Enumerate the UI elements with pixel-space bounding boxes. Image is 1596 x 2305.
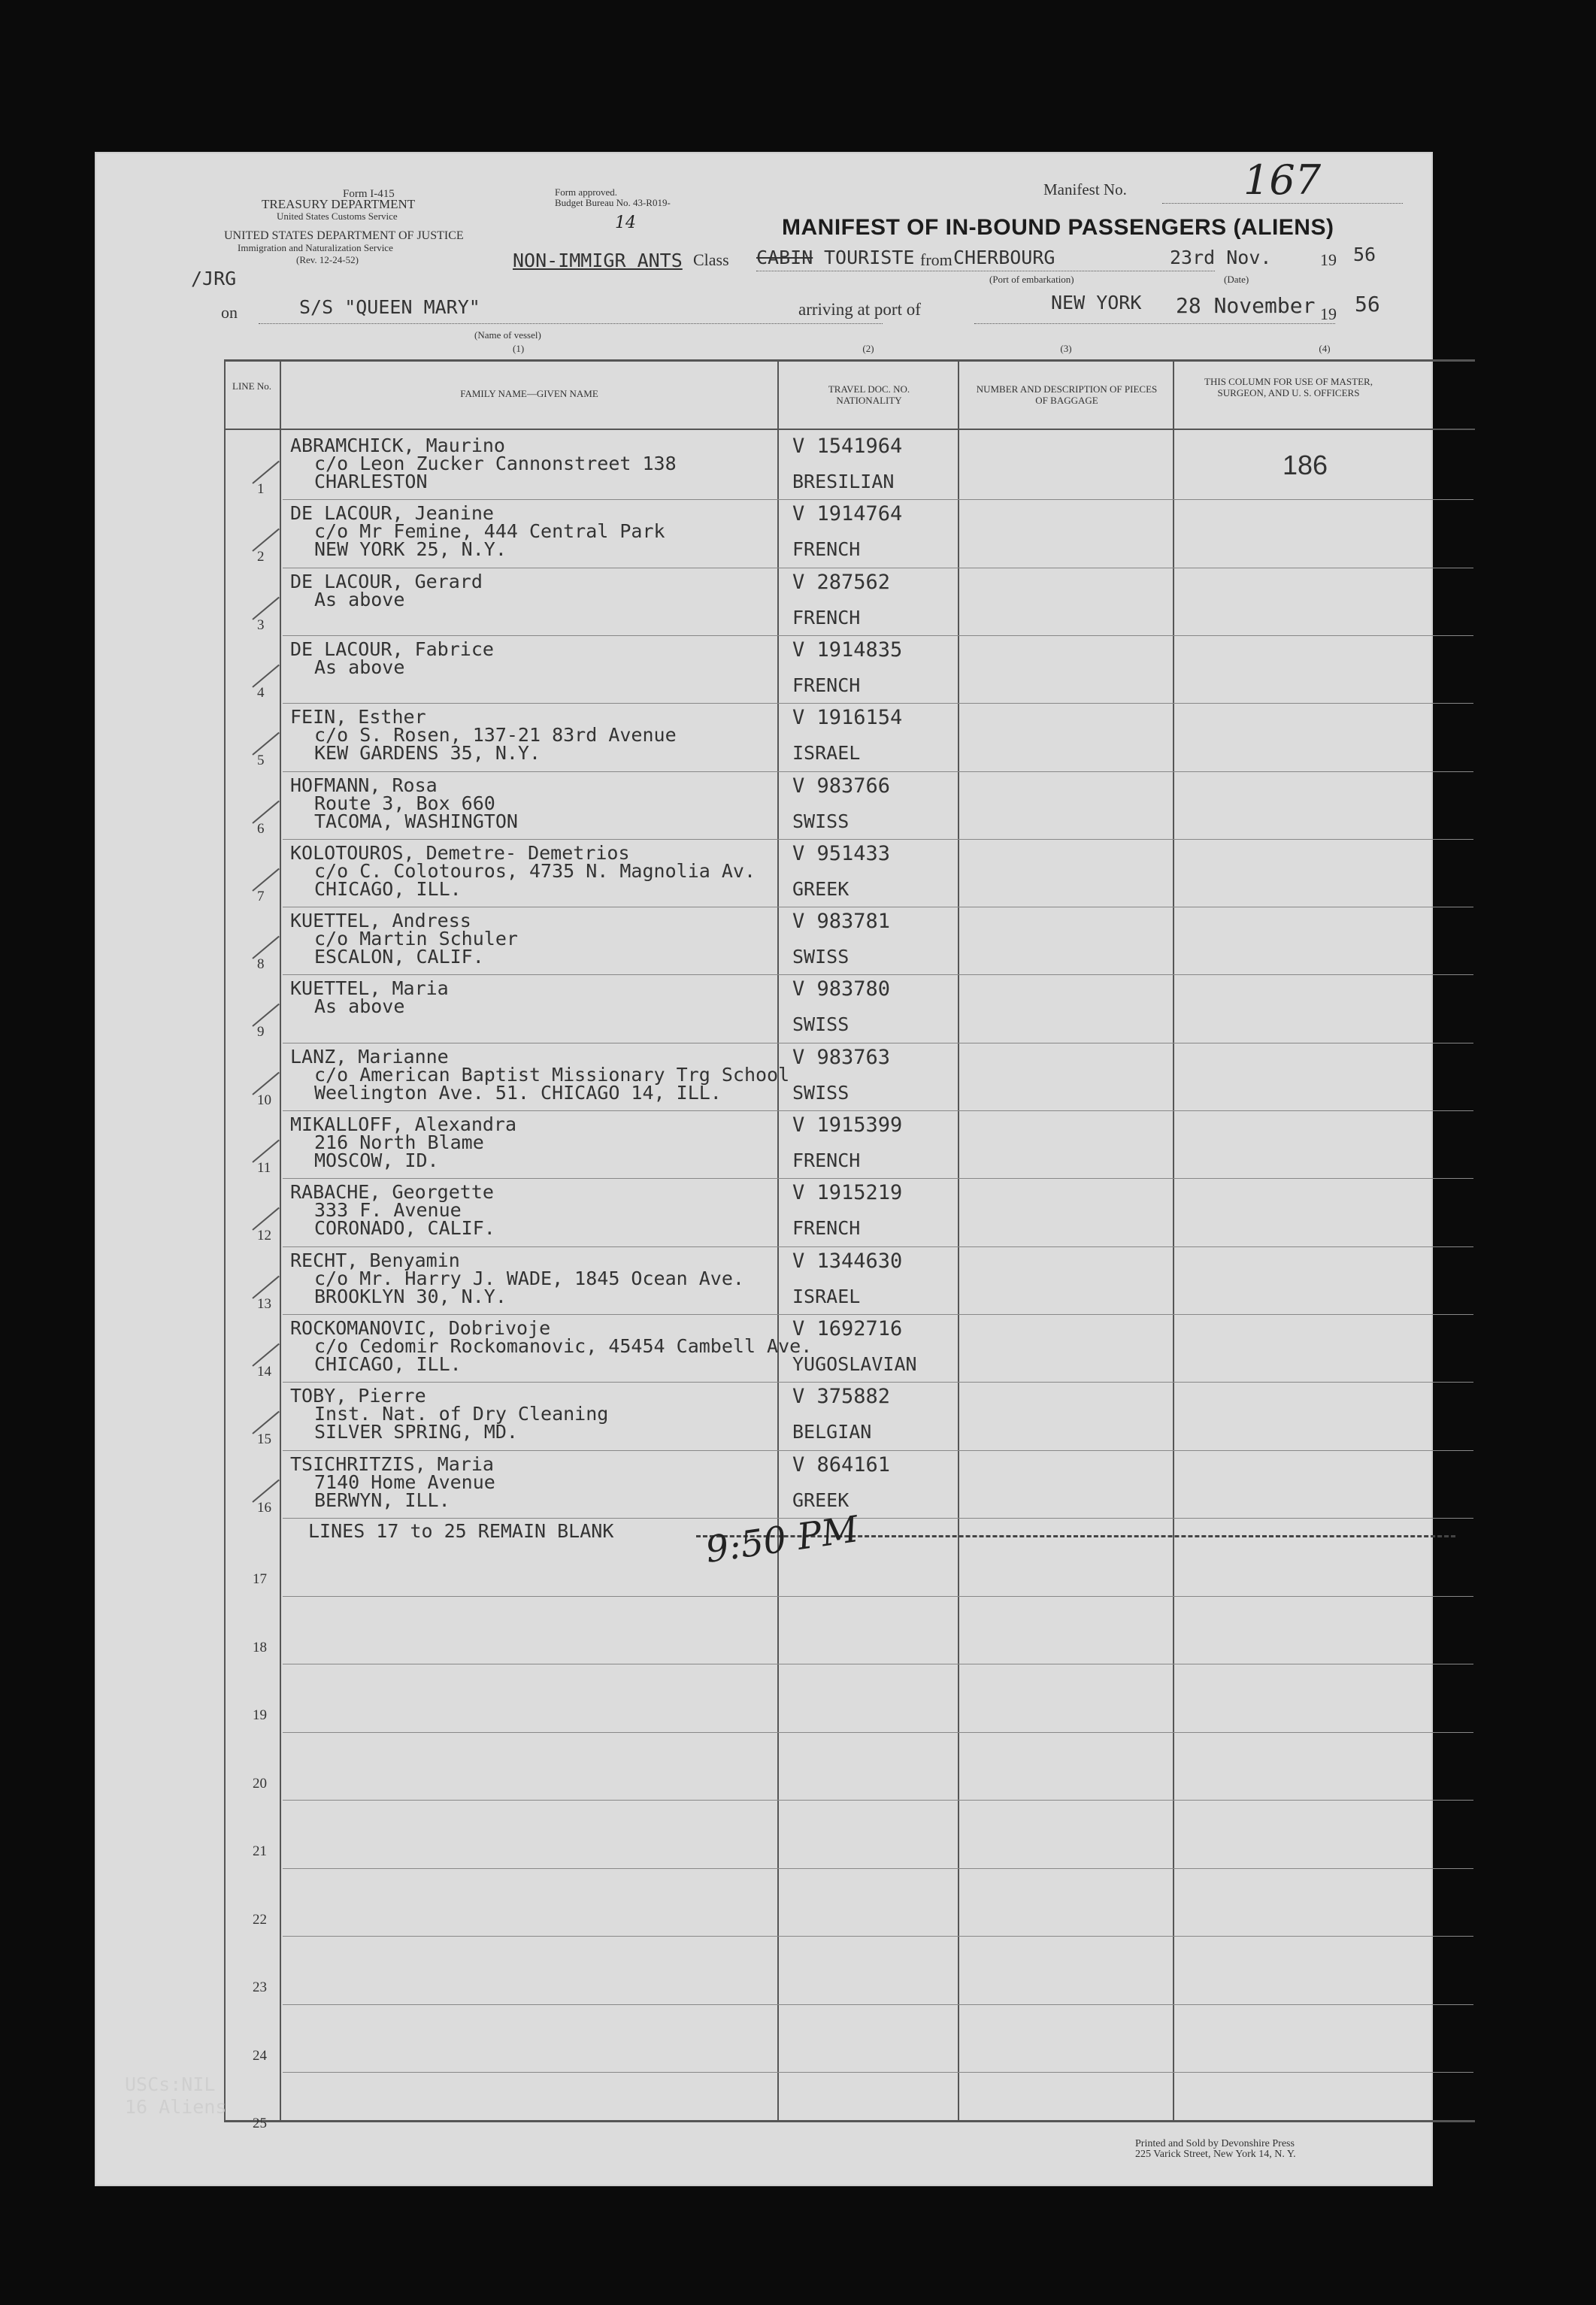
nationality: FRENCH: [792, 606, 861, 628]
row-separator: [283, 1596, 1473, 1597]
empty-line-number: 23: [253, 1979, 267, 1995]
line-number: 2: [257, 549, 265, 565]
form-approved: Form approved.: [555, 186, 618, 198]
passenger-address-1: Inst. Nat. of Dry Cleaning: [314, 1403, 609, 1425]
officer-note: 186: [1283, 450, 1328, 480]
passenger-address-1: As above: [314, 656, 405, 678]
passenger-row: [95, 1178, 1433, 1246]
passenger-row: [95, 1246, 1433, 1314]
col-header-line: LINE No.: [232, 380, 271, 392]
embarkation-port: CHERBOURG: [953, 247, 1055, 268]
arriving-label: arriving at port of: [798, 300, 921, 319]
travel-doc-number: V 1692716: [792, 1316, 903, 1340]
empty-line-number: 25: [253, 2116, 267, 2131]
passenger-row: [95, 635, 1433, 703]
initials: /JRG: [191, 268, 237, 289]
passenger-address-2: BERWYN, ILL.: [314, 1489, 450, 1511]
travel-doc-number: V 1915399: [792, 1113, 903, 1137]
nationality: SWISS: [792, 1013, 849, 1036]
row-separator: [283, 1518, 1473, 1519]
nationality: ISRAEL: [792, 1285, 861, 1307]
passenger-address-2: ESCALON, CALIF.: [314, 946, 484, 968]
passenger-row: [95, 1450, 1433, 1518]
passenger-address-2: BROOKLYN 30, N.Y.: [314, 1285, 507, 1307]
col-header-doc: TRAVEL DOC. NO. NATIONALITY: [828, 383, 910, 406]
passenger-name: DE LACOUR, Gerard: [290, 570, 483, 592]
aliens-count: 16 Aliens: [125, 2096, 227, 2118]
nationality: ISRAEL: [792, 742, 861, 765]
from-label: from: [920, 250, 952, 269]
col-header-baggage-number: (3): [1060, 343, 1072, 354]
line-number: 8: [257, 956, 265, 973]
passenger-name: MIKALLOFF, Alexandra: [290, 1113, 517, 1135]
passenger-address-2: CORONADO, CALIF.: [314, 1217, 495, 1240]
passenger-row: [95, 974, 1433, 1042]
empty-line-number: 19: [253, 1707, 267, 1723]
nationality: YUGOSLAVIAN: [792, 1352, 917, 1375]
empty-line-number: 17: [253, 1571, 267, 1587]
travel-doc-number: V 864161: [792, 1452, 891, 1477]
class-label: Class: [693, 250, 729, 269]
printer-line-2: 225 Varick Street, New York 14, N. Y.: [1135, 2149, 1296, 2160]
travel-doc-number: V 1541964: [792, 435, 903, 458]
small-handwritten-mark: 14: [615, 214, 636, 232]
nationality: GREEK: [792, 1489, 849, 1511]
on-label: on: [221, 303, 238, 322]
line-number: 3: [257, 616, 265, 633]
passenger-address-1: c/o Mr Femine, 444 Central Park: [314, 520, 665, 543]
arrival-line: [974, 323, 1335, 324]
passenger-address-2: TACOMA, WASHINGTON: [314, 810, 518, 832]
passenger-address-1: c/o Mr. Harry J. WADE, 1845 Ocean Ave.: [314, 1267, 744, 1289]
nationality: SWISS: [792, 810, 849, 832]
empty-line-number: 24: [253, 2047, 267, 2064]
passenger-row: [95, 432, 1433, 499]
line-number: 9: [257, 1024, 265, 1040]
manifest-number: 167: [1243, 156, 1322, 204]
passenger-address-1: 216 North Blame: [314, 1131, 484, 1153]
passenger-address-1: 7140 Home Avenue: [314, 1471, 495, 1493]
passenger-address-1: As above: [314, 588, 405, 610]
row-separator: [283, 2072, 1473, 2073]
line-number: 16: [257, 1499, 271, 1516]
check-mark: [252, 461, 280, 484]
check-mark: [252, 529, 280, 552]
passenger-address-2: CHARLESTON: [314, 471, 428, 492]
empty-line-number: 20: [253, 1775, 267, 1792]
travel-doc-number: V 287562: [792, 570, 891, 594]
passenger-address-1: 333 F. Avenue: [314, 1199, 462, 1222]
passenger-name: ABRAMCHICK, Maurino: [290, 435, 505, 456]
col-header-name: FAMILY NAME—GIVEN NAME: [460, 388, 598, 399]
vessel-line: [259, 323, 883, 324]
col1-number: (1): [513, 343, 525, 354]
check-mark: [252, 868, 280, 891]
row-separator: [283, 1868, 1473, 1869]
port-caption: (Port of embarkation): [989, 274, 1074, 285]
vessel-caption: (Name of vessel): [474, 329, 541, 341]
nationality: BELGIAN: [792, 1421, 872, 1443]
nationality: FRENCH: [792, 538, 861, 561]
passenger-address-1: c/o C. Colotouros, 4735 N. Magnolia Av.: [314, 859, 756, 882]
passenger-row: [95, 568, 1433, 635]
table-top-rule: [224, 359, 1475, 362]
passenger-address-2: CHICAGO, ILL.: [314, 877, 462, 900]
passenger-name: RECHT, Benyamin: [290, 1249, 460, 1271]
nationality: BRESILIAN: [792, 471, 895, 492]
passenger-name: KUETTEL, Andress: [290, 910, 471, 932]
nationality: FRENCH: [792, 1149, 861, 1171]
budget-bureau: Budget Bureau No. 43-R019-: [555, 197, 671, 208]
year-suffix-1: 56: [1353, 244, 1376, 265]
nationality: SWISS: [792, 1081, 849, 1104]
passenger-row: [95, 1110, 1433, 1178]
passenger-address-1: As above: [314, 995, 405, 1018]
travel-doc-number: V 951433: [792, 841, 891, 865]
row-separator: [283, 1800, 1473, 1801]
passenger-row: [95, 839, 1433, 907]
col-header-doc-number: (2): [862, 343, 874, 354]
customs-service: United States Customs Service: [277, 211, 398, 222]
passenger-name: KUETTEL, Maria: [290, 977, 449, 1000]
empty-line-number: 21: [253, 1843, 267, 1859]
revision: (Rev. 12-24-52): [296, 254, 359, 265]
nationality: FRENCH: [792, 1217, 861, 1240]
line-number: 11: [257, 1160, 271, 1176]
class-type: NON-IMMIGR ANTS: [513, 250, 683, 271]
passenger-address-1: Route 3, Box 660: [314, 792, 495, 814]
nationality: FRENCH: [792, 674, 861, 696]
line-number: 6: [257, 820, 265, 837]
passenger-address-2: SILVER SPRING, MD.: [314, 1421, 518, 1443]
passenger-address-1: c/o S. Rosen, 137-21 83rd Avenue: [314, 724, 677, 747]
passenger-address-2: NEW YORK 25, N.Y.: [314, 538, 507, 561]
passenger-name: FEIN, Esther: [290, 706, 426, 728]
line-number: 12: [257, 1228, 271, 1244]
line-number: 13: [257, 1295, 271, 1312]
col-header-baggage: NUMBER AND DESCRIPTION OF PIECES OF BAGGAGE: [976, 383, 1158, 406]
passenger-name: ROCKOMANOVIC, Dobrivoje: [290, 1316, 551, 1339]
col-header-officers: THIS COLUMN FOR USE OF MASTER, SURGEON, AND U. S. OFFICERS: [1204, 376, 1373, 398]
ins-service: Immigration and Naturalization Service: [238, 242, 393, 253]
justice-dept: UNITED STATES DEPARTMENT OF JUSTICE: [224, 229, 464, 242]
travel-doc-number: V 1914764: [792, 502, 903, 526]
year-suffix-2: 56: [1355, 292, 1380, 317]
passenger-address-2: KEW GARDENS 35, N.Y.: [314, 742, 541, 765]
treasury-dept: TREASURY DEPARTMENT: [262, 197, 416, 211]
travel-doc-number: V 983763: [792, 1045, 891, 1069]
travel-doc-number: V 1914835: [792, 638, 903, 662]
passenger-address-1: c/o Leon Zucker Cannonstreet 138: [314, 453, 677, 474]
class-value: TOURISTE: [824, 247, 915, 268]
check-mark: [252, 596, 280, 619]
manifest-sheet: [95, 152, 1433, 2186]
check-mark: [252, 732, 280, 756]
check-mark: [252, 1004, 280, 1027]
passenger-name: TOBY, Pierre: [290, 1385, 426, 1407]
passenger-row: [95, 1043, 1433, 1110]
check-mark: [252, 800, 280, 823]
travel-doc-number: V 1916154: [792, 706, 903, 730]
passenger-name: HOFMANN, Rosa: [290, 774, 438, 796]
travel-doc-number: V 983781: [792, 910, 891, 934]
line-number: 5: [257, 753, 265, 769]
passenger-address-1: c/o American Baptist Missionary Trg School: [314, 1063, 790, 1086]
arrival-date: 28 November: [1176, 293, 1316, 318]
manifest-title: MANIFEST OF IN-BOUND PASSENGERS (ALIENS): [782, 215, 1334, 240]
passenger-row: [95, 1314, 1433, 1382]
passenger-name: LANZ, Marianne: [290, 1045, 449, 1068]
passenger-address-1: c/o Martin Schuler: [314, 928, 518, 950]
form-number: Form I-415: [343, 188, 395, 200]
check-mark: [252, 936, 280, 959]
year-prefix-1: 19: [1320, 250, 1337, 269]
check-mark: [252, 665, 280, 688]
passenger-row: [95, 771, 1433, 839]
arrival-port: NEW YORK: [1051, 292, 1142, 313]
row-separator: [283, 1936, 1473, 1937]
passenger-address-2: CHICAGO, ILL.: [314, 1352, 462, 1375]
nationality: GREEK: [792, 877, 849, 900]
passenger-name: TSICHRITZIS, Maria: [290, 1452, 494, 1475]
passenger-name: DE LACOUR, Fabrice: [290, 638, 494, 660]
passenger-row: [95, 907, 1433, 974]
passenger-row: [95, 499, 1433, 567]
line-number: 14: [257, 1363, 271, 1380]
passenger-address-1: c/o Cedomir Rockomanovic, 45454 Cambell Ave.: [314, 1334, 813, 1357]
vessel-name: S/S "QUEEN MARY": [299, 296, 480, 318]
embark-date: 23rd Nov.: [1170, 247, 1272, 268]
arrival-time-note: 9:50 PM: [703, 1508, 862, 1571]
table-bottom-rule: [224, 2120, 1475, 2122]
passenger-address-2: MOSCOW, ID.: [314, 1149, 439, 1171]
travel-doc-number: V 983780: [792, 977, 891, 1001]
nationality: SWISS: [792, 946, 849, 968]
passenger-address-2: Weelington Ave. 51. CHICAGO 14, ILL.: [314, 1081, 722, 1104]
passenger-row: [95, 1382, 1433, 1449]
empty-line-number: 18: [253, 1639, 267, 1655]
passenger-name: KOLOTOUROS, Demetre- Demetrios: [290, 841, 630, 864]
col-header-officers-number: (4): [1319, 343, 1331, 354]
line-number: 7: [257, 888, 265, 904]
travel-doc-number: V 983766: [792, 774, 891, 798]
line-number: 15: [257, 1431, 271, 1448]
blank-lines-note: LINES 17 to 25 REMAIN BLANK: [308, 1520, 614, 1542]
travel-doc-number: V 1915219: [792, 1181, 903, 1205]
line-number: 1: [257, 481, 265, 497]
passenger-name: RABACHE, Georgette: [290, 1181, 494, 1204]
passenger-name: DE LACOUR, Jeanine: [290, 502, 494, 525]
year-prefix-2: 19: [1320, 304, 1337, 323]
date-caption: (Date): [1224, 274, 1249, 285]
line-number: 4: [257, 684, 265, 701]
line-number: 10: [257, 1092, 271, 1108]
table-header-rule: [224, 429, 1475, 430]
row-separator: [283, 2004, 1473, 2005]
travel-doc-number: V 1344630: [792, 1249, 903, 1273]
passenger-row: [95, 703, 1433, 771]
manifest-no-label: Manifest No.: [1043, 180, 1127, 198]
empty-line-number: 22: [253, 1911, 267, 1928]
uscs-note: USCs:NIL: [125, 2073, 216, 2095]
row-separator: [283, 1732, 1473, 1733]
class-cabin-struck: CABIN: [756, 247, 813, 268]
printer-line-1: Printed and Sold by Devonshire Press: [1135, 2138, 1295, 2149]
travel-doc-number: V 375882: [792, 1385, 891, 1409]
